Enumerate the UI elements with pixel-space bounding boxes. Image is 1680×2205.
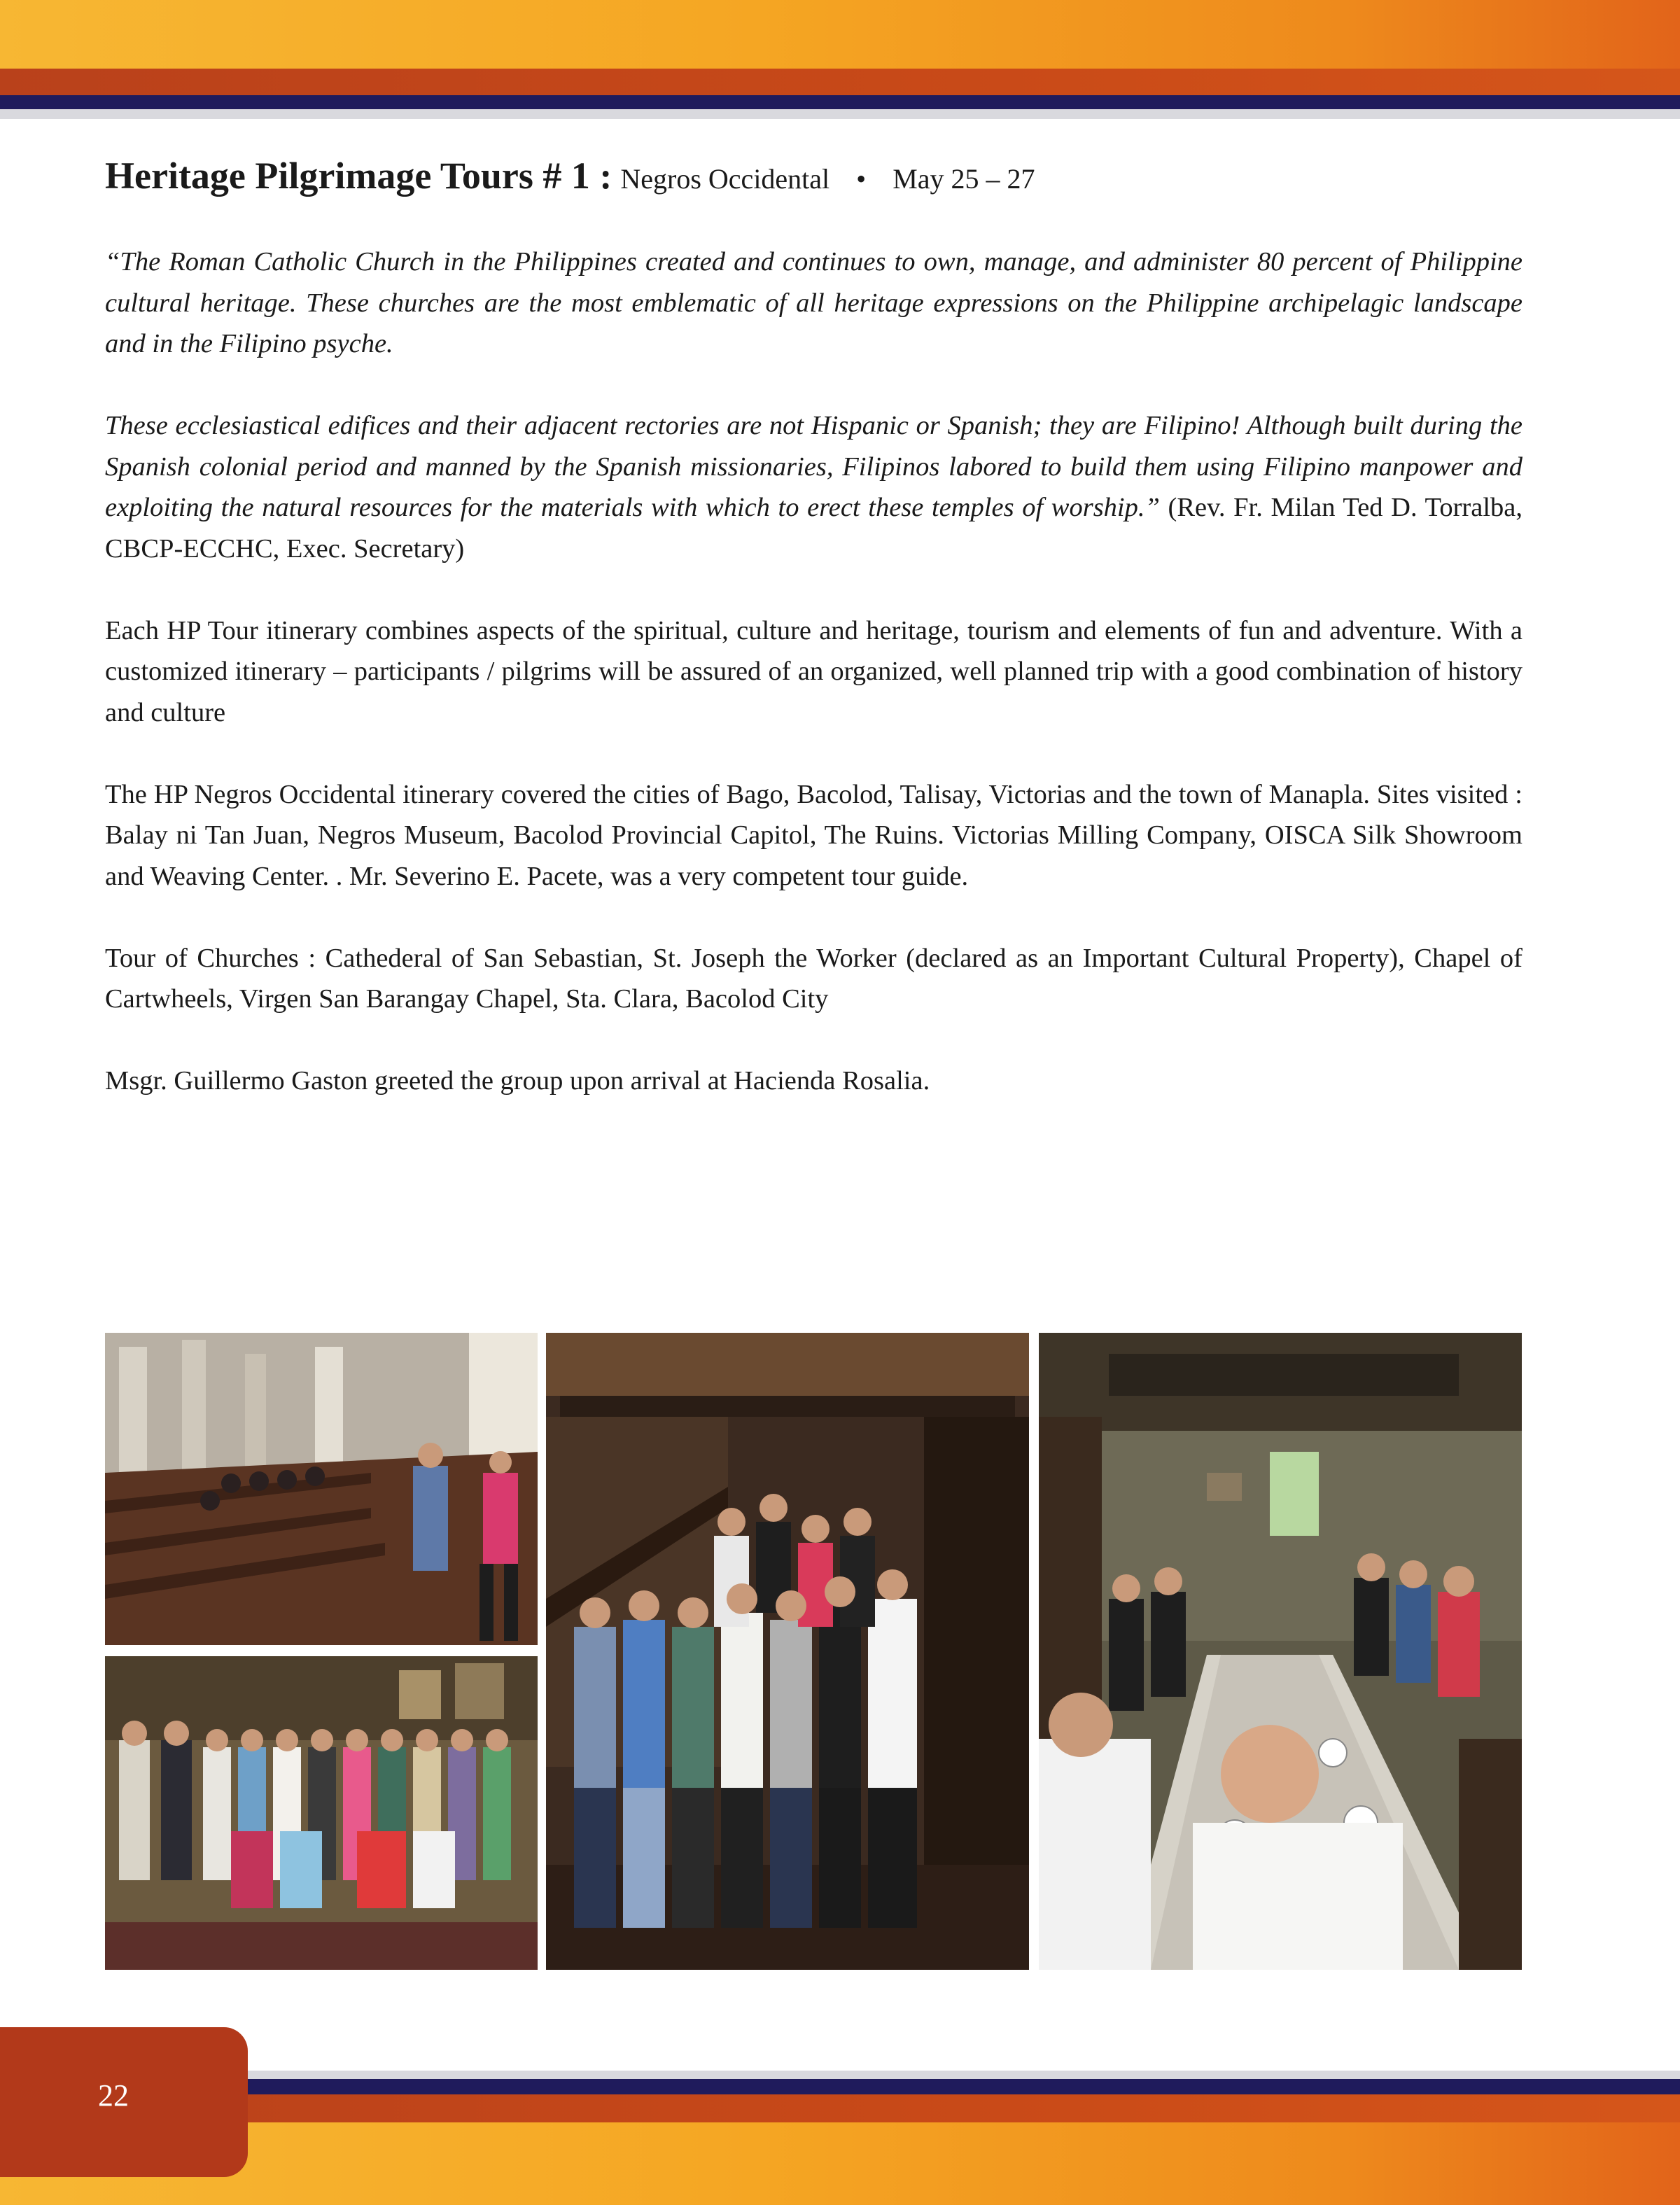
bottom-gray-stripe — [0, 2071, 1680, 2079]
top-banner — [0, 0, 1680, 119]
title-location: Negros Occidental — [620, 163, 830, 195]
quote-paragraph-1: “The Roman Catholic Church in the Philippines created and continues to own, manage, and administer 80 percent of Philippine cultural heritage. These churches are the most emblematic of all heritage expressions on the Philippine archipelagic landscape and in the Filipino psyche. — [105, 247, 1522, 358]
page-title — [105, 154, 1575, 197]
bottom-orange-stripe — [0, 2122, 1680, 2205]
top-gray-stripe — [0, 109, 1680, 119]
top-orange-stripe — [0, 0, 1680, 69]
article-body — [105, 241, 1522, 1142]
paragraph-churches: Tour of Churches : Cathederal of San Sebastian, St. Joseph the Worker (declared as an Important Cultural Property), Chapel of Cartwheels, Virgen San Barangay Chapel, Sta. Clara, Bacolod City — [105, 943, 1522, 1014]
quote-text: These ecclesiastical edifices and their adjacent rectories are not Hispanic or Spanish; they are Filipino! Although built during the Spanish colonial period and manned by the Spanish missionaries, Filipinos labored to build them using Filipino manpower and exploiting the natural resources for the materials with which to erect these temples of worship.” — [105, 411, 1522, 522]
paragraph-greeting: Msgr. Guillermo Gaston greeted the group upon arrival at Hacienda Rosalia. — [105, 1066, 930, 1096]
top-navy-stripe — [0, 95, 1680, 109]
top-red-stripe — [0, 69, 1680, 95]
photo-group-heritage-house — [105, 1656, 538, 1970]
title-main: Heritage Pilgrimage Tours # 1 : — [105, 155, 612, 197]
bottom-navy-stripe — [0, 2079, 1680, 2094]
bottom-red-stripe — [0, 2094, 1680, 2122]
photo-church-interior — [105, 1333, 538, 1645]
photo-group-staircase — [546, 1333, 1029, 1970]
page-number: 22 — [98, 2078, 129, 2113]
paragraph-itinerary: Each HP Tour itinerary combines aspects of the spiritual, culture and heritage, tourism and elements of fun and adventure. With a customized itinerary – participants / pilgrims will be assured of an organized, well planned trip with a good combination of history and culture — [105, 615, 1522, 727]
title-separator: • — [856, 163, 867, 195]
paragraph-sites: The HP Negros Occidental itinerary covered the cities of Bago, Bacolod, Talisay, Victorias and the town of Manapla. Sites visited : Balay ni Tan Juan, Negros Museum, Bacolod Provincial Capitol, The Ruins. Victorias Milling Company, OISCA Silk Showroom and Weaving Center. . Mr. Severino E. Pacete, was a very competent tour guide. — [105, 779, 1522, 891]
quote-attribution: (Rev. Fr. Milan Ted D. Torralba, CBCP-ECCHC, Exec. Secretary) — [105, 493, 1522, 564]
photo-dining-table — [1039, 1333, 1522, 1970]
title-date: May 25 – 27 — [892, 163, 1035, 195]
quote-paragraph-2 — [105, 405, 1522, 569]
